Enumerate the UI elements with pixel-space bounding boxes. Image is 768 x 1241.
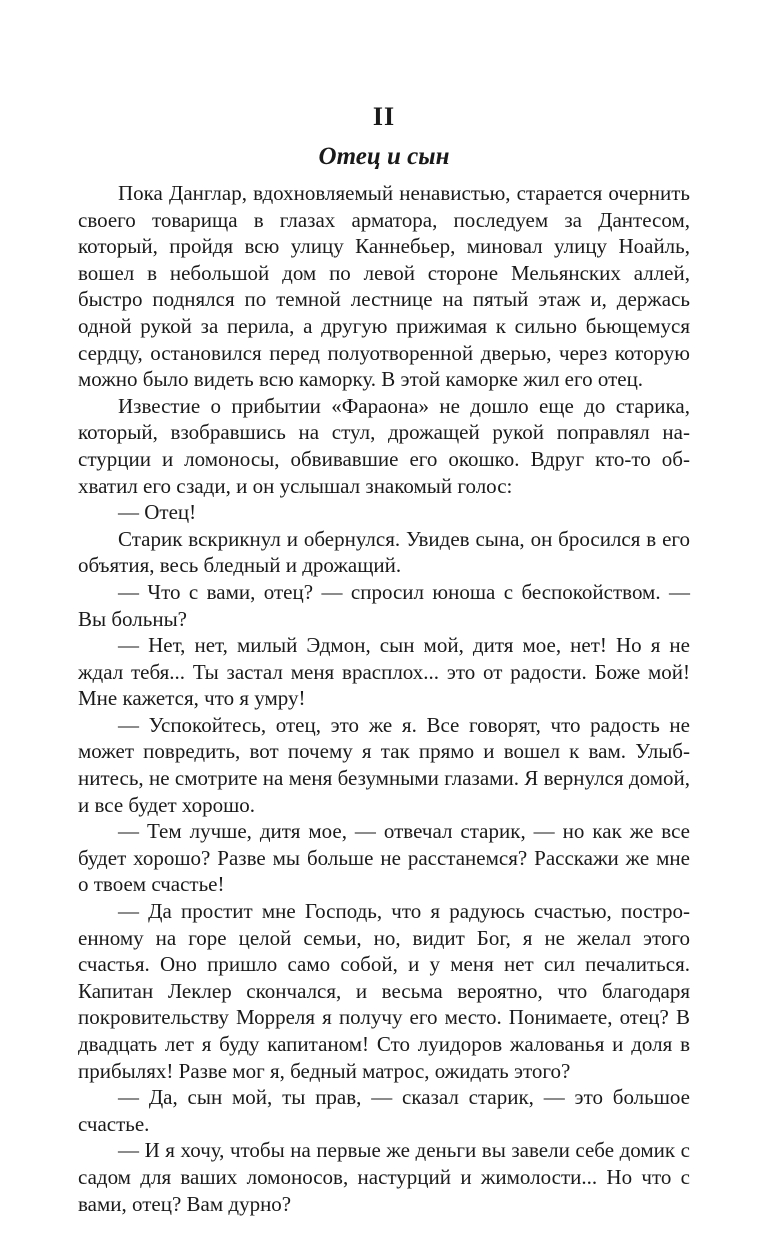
- paragraph: Пока Данглар, вдохновляемый ненавистью, старается очернить своего товарища в глазах арматора, последуем за Дантесом, который, пройдя всю улицу Каннебьер, миновал улицу Ноайль, вошел в небольшой дом по левой стороне Мельянских аллей, быстро поднялся по темной лестнице на пятый этаж и, держась одной рукой за перила, а другую прижимая к сильно бьющемуся сердцу, остановился перед полуотворенной дверью, через которую можно было видеть всю каморку. В этой каморке жил его отец.: [78, 181, 690, 392]
- paragraph: — Да простит мне Господь, что я радуюсь счастью, построенному на горе целой семьи, но, видит Бог, я не желал этого счастья. Оно пришло само собой, и у меня нет сил печалиться. Капитан Леклер скончался, и весьма вероятно, что благодаря покровительству Морреля я получу его место. Понимаете, отец? В двадцать лет я буду капитаном! Сто луидоров жалованья и доля в прибылях! Разве мог я, бедный матрос, ожидать этого?: [78, 899, 690, 1083]
- chapter-number: II: [372, 102, 396, 131]
- paragraph: — Отец!: [118, 500, 197, 525]
- paragraph: Старик вскрикнул и обернулся. Увидев сына, он бросился в его объятия, весь бледный и дрожащий.: [78, 526, 690, 578]
- paragraph: — Тем лучше, дитя мое, — отвечал старик, — но как же все будет хорошо? Разве мы больше не расстанемся? Расскажи же мне о твоем счастье!: [78, 819, 690, 897]
- chapter-body: [78, 180, 690, 1217]
- paragraph: — И я хочу, чтобы на первые же деньги вы завели себе домик с садом для ваших ломоносов, настурций и жимолости... Но что с вами, отец? Вам дурно?: [78, 1138, 690, 1216]
- paragraph: Известие о прибытии «Фараона» не дошло еще до старика, который, взобравшись на стул, дрожащей рукой поправлял настурции и ломоносы, обвивавшие его окошко. Вдруг кто-то обхватил его сзади, и он услышал знакомый голос:: [78, 393, 690, 498]
- paragraph: — Да, сын мой, ты прав, — сказал старик, — это большое счастье.: [78, 1085, 690, 1136]
- paragraph: — Нет, нет, милый Эдмон, сын мой, дитя мое, нет! Но я не ждал тебя... Ты застал меня врасплох... это от радости. Боже мой! Мне кажется, что я умру!: [78, 633, 690, 711]
- paragraph: — Успокойтесь, отец, это же я. Все говорят, что радость не может повредить, вот почему я так прямо и вошел к вам. Улыбнитесь, не смотрите на меня безумными глазами. Я вернулся домой, и все будет хорошо.: [78, 712, 690, 817]
- paragraph: — Что с вами, отец? — спросил юноша с беспокойством. — Вы больны?: [78, 579, 690, 631]
- chapter-title: Отец и сын: [318, 143, 450, 170]
